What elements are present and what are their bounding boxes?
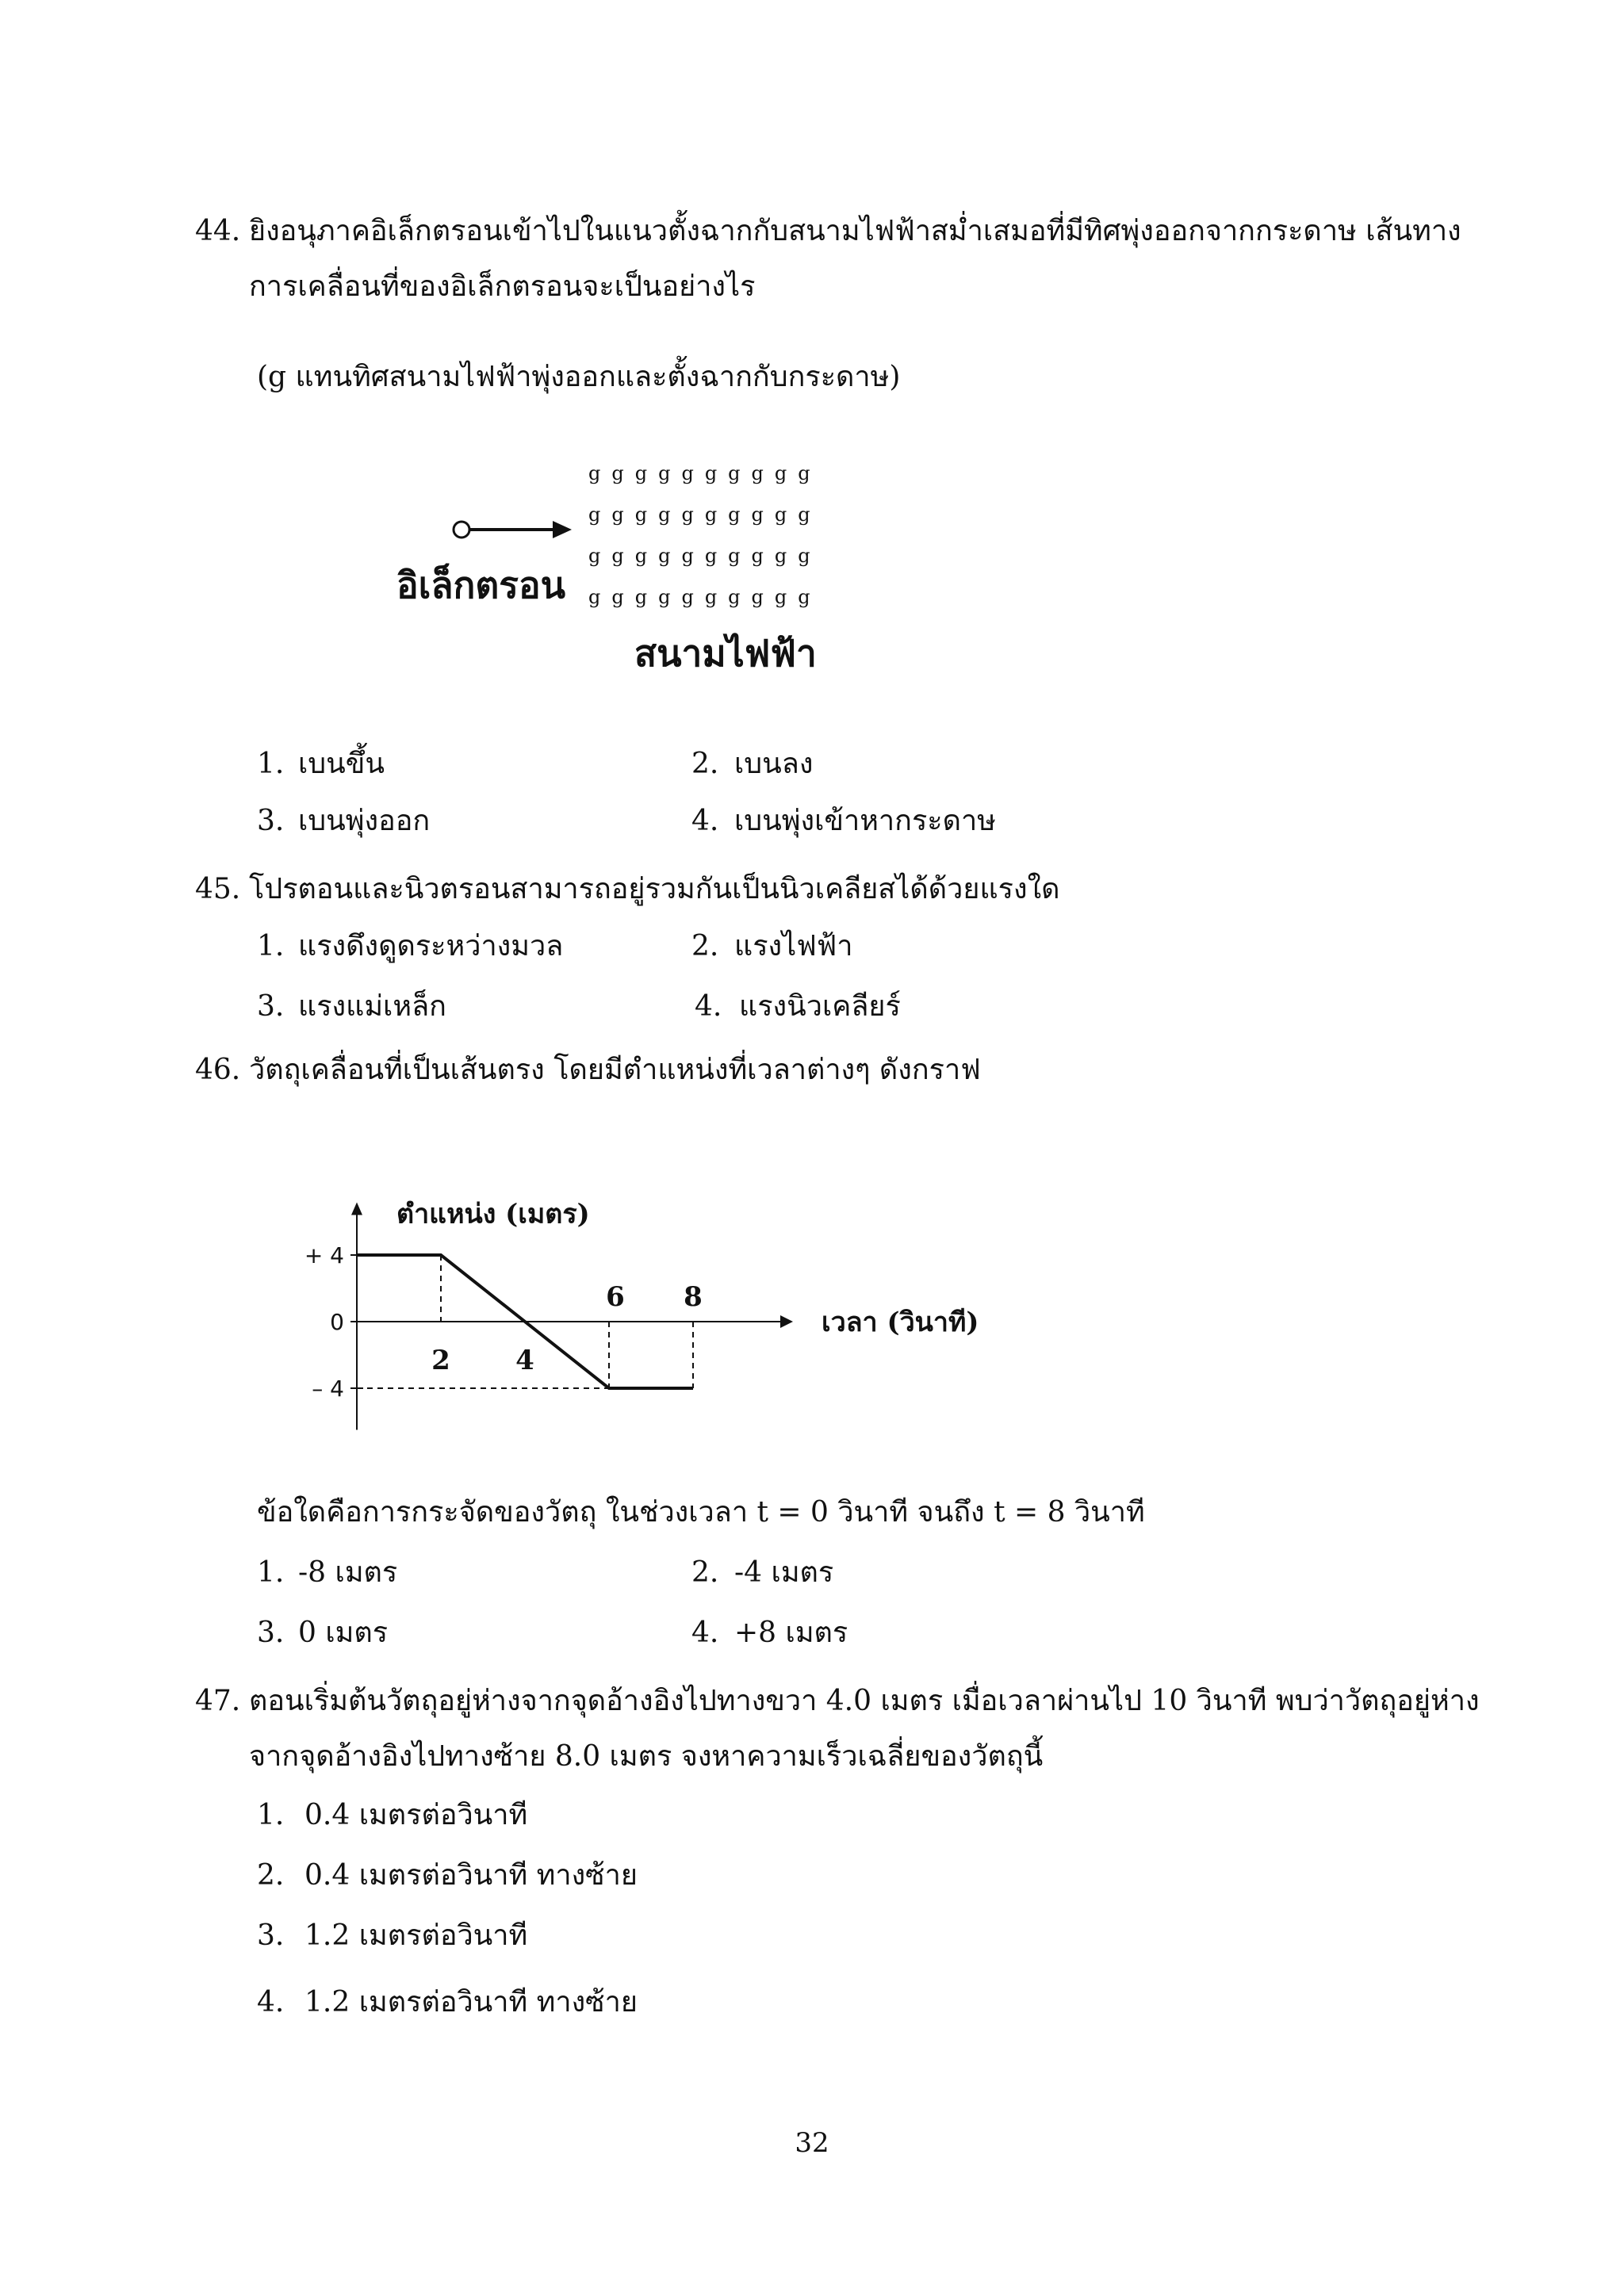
field-label: สนามไฟฟ้า — [634, 632, 817, 675]
q45-choice-2-number: 2. — [691, 930, 719, 962]
q45-choice-3: แรงแม่เหล็ก — [298, 990, 446, 1023]
q45-choice-4: แรงนิวเคลียร์ — [739, 990, 901, 1023]
q46-choice-4-number: 4. — [691, 1617, 719, 1649]
q44-choice-2-number: 2. — [691, 748, 719, 780]
q47-choice-4-number: 4. — [257, 1986, 285, 2019]
q44-note: (g แทนทิศสนามไฟฟ้าพุ่งออกและตั้งฉากกับกระดาษ) — [257, 361, 901, 393]
x-tick-label: 8 — [684, 1281, 703, 1313]
q44-choice-1-number: 1. — [257, 748, 285, 780]
q46-choice-3: 0 เมตร — [298, 1617, 389, 1649]
q46-choice-1: -8 เมตร — [298, 1556, 398, 1589]
q44-choice-4: เบนพุ่งเข้าหากระดาษ — [734, 805, 996, 837]
q46-question: ข้อใดคือการกระจัดของวัตถุ ในช่วงเวลา t = 0 วินาที จนถึง t = 8 วินาที — [257, 1496, 1145, 1529]
y-tick-label: + 4 — [304, 1242, 344, 1269]
q47-number: 47. — [195, 1685, 241, 1717]
q45-choice-3-number: 3. — [257, 990, 285, 1023]
q44-choice-3: เบนพุ่งออก — [298, 805, 431, 837]
q47-choice-3: 1.2 เมตรต่อวินาที — [304, 1919, 528, 1952]
field-row-2: gggggggggg — [588, 503, 822, 526]
q44-line2: การเคลื่อนที่ของอิเล็กตรอนจะเป็นอย่างไร — [249, 270, 756, 303]
q45-choice-1: แรงดึงดูดระหว่างมวล — [298, 930, 564, 962]
q44-choice-4-number: 4. — [691, 805, 719, 837]
q44-choice-3-number: 3. — [257, 805, 285, 837]
q45-choice-2: แรงไฟฟ้า — [734, 930, 853, 962]
q45-line1: โปรตอนและนิวตรอนสามารถอยู่รวมกันเป็นนิวเคลียสได้ด้วยแรงใด — [249, 873, 1060, 905]
x-axis-label: เวลา (วินาที) — [822, 1307, 979, 1338]
field-row-1: gggggggggg — [588, 462, 822, 484]
q46-choice-1-number: 1. — [257, 1556, 285, 1589]
x-tick-label: 4 — [515, 1345, 534, 1376]
y-tick-label: 0 — [330, 1309, 344, 1335]
q44-choice-2: เบนลง — [734, 748, 814, 780]
electron-arrow — [448, 514, 575, 545]
field-row-3: gggggggggg — [588, 545, 822, 567]
q46-choice-2: -4 เมตร — [734, 1556, 834, 1589]
q44-line1: ยิงอนุภาคอิเล็กตรอนเข้าไปในแนวตั้งฉากกับสนามไฟฟ้าสม่ำเสมอที่มีทิศพุ่งออกจากกระดาษ เส้นทาง — [249, 215, 1461, 247]
x-axis-arrow — [780, 1315, 793, 1328]
q47-choice-3-number: 3. — [257, 1919, 285, 1952]
q46-choice-3-number: 3. — [257, 1617, 285, 1649]
q47-line2: จากจุดอ้างอิงไปทางซ้าย 8.0 เมตร จงหาความเร็วเฉลี่ยของวัตถุนี้ — [249, 1740, 1044, 1773]
q45-number: 45. — [195, 873, 241, 905]
q44-number: 44. — [195, 215, 241, 247]
y-tick-label: – 4 — [312, 1376, 344, 1402]
q47-choice-2: 0.4 เมตรต่อวินาที ทางซ้าย — [304, 1859, 638, 1892]
q45-choice-1-number: 1. — [257, 930, 285, 962]
electron-label: อิเล็กตรอน — [396, 564, 566, 607]
q44-choice-1: เบนขึ้น — [298, 748, 385, 780]
q46-choice-4: +8 เมตร — [734, 1617, 848, 1649]
q46-line1: วัตถุเคลื่อนที่เป็นเส้นตรง โดยมีตำแหน่งที่เวลาต่างๆ ดังกราฟ — [249, 1054, 981, 1086]
q46-choice-2-number: 2. — [691, 1556, 719, 1589]
x-tick-label: 2 — [431, 1345, 450, 1376]
field-row-4: gggggggggg — [588, 586, 822, 608]
page-number: 32 — [795, 2127, 829, 2159]
q45-choice-4-number: 4. — [695, 990, 722, 1023]
y-axis-label: ตำแหน่ง (เมตร) — [396, 1198, 590, 1230]
x-tick-label: 6 — [606, 1281, 625, 1313]
q47-choice-4: 1.2 เมตรต่อวินาที ทางซ้าย — [304, 1986, 638, 2019]
q47-choice-1: 0.4 เมตรต่อวินาที — [304, 1799, 528, 1831]
q46-number: 46. — [195, 1054, 241, 1086]
q47-choice-2-number: 2. — [257, 1859, 285, 1892]
q47-choice-1-number: 1. — [257, 1799, 285, 1831]
position-time-chart — [285, 1181, 999, 1435]
q47-line1: ตอนเริ่มต้นวัตถุอยู่ห่างจากจุดอ้างอิงไปทางขวา 4.0 เมตร เมื่อเวลาผ่านไป 10 วินาที พบว่าวัตถุอยู่ห่าง — [249, 1685, 1480, 1717]
y-axis-arrow — [351, 1203, 362, 1215]
